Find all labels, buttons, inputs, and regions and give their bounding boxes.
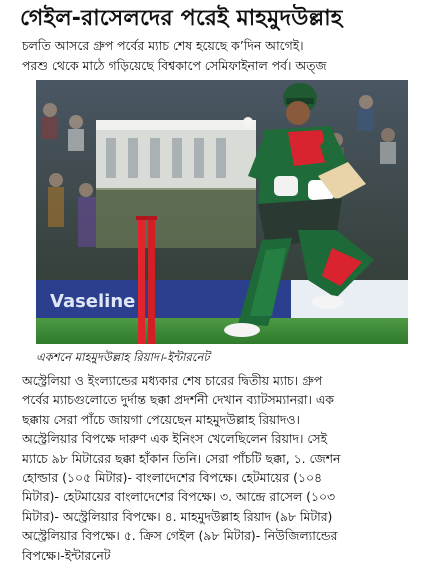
body-line: অস্ট্রেলিয়ার বিপক্ষে। ৫. ক্রিস গেইল (৯৮ মিটার)- নিউজিল্যান্ডের: [22, 528, 338, 544]
body-line: মিটার)- অস্ট্রেলিয়ার বিপক্ষে। ৪. মাহমুদউল্লাহ রিয়াদ (৯৮ মিটার): [22, 508, 333, 524]
body-line: ম্যাচে ৯৮ মিটারের ছক্কা হাঁকান তিনি। সেরা পাঁচটি ছক্কা, ১. জেশন: [22, 450, 341, 466]
intro-line: পরশু থেকে মাঠে গড়িয়েছে বিশ্বকাপে সেমিফাইনাল পর্ব। অত্জ: [22, 58, 327, 73]
banner-text: Vaseline: [50, 291, 136, 312]
intro-line: চলতি আসরে গ্রুপ পর্বের ম্যাচ শেষ হয়েছে ক’দিন আগেই।: [22, 38, 304, 53]
cricket-photo: [36, 80, 408, 344]
body-line: পর্বের ম্যাচগুলোতে দুর্দান্ত ছক্কা প্রদর্শনী দেখান ব্যাটসম্যানরা। এক: [22, 392, 334, 408]
body-line: অস্ট্রেলিয়ার বিপক্ষে দারুণ এক ইনিংস খেলেছিলেন রিয়াদ। সেই: [22, 431, 328, 447]
body-line: ছক্কায় সেরা পাঁচে জায়গা পেয়েছেন মাহমুদউল্লাহ রিয়াদও।: [22, 411, 300, 427]
body-line: মিটার)- হেটমায়ের বাংলাদেশের বিপক্ষে। ৩. আন্দ্রে রাসেল (১০৩: [22, 489, 336, 505]
intro-paragraph: [22, 36, 422, 76]
article-body: [22, 371, 422, 565]
body-line: অস্ট্রেলিয়া ও ইংল্যান্ডের মধ্যকার শেষ চারের দ্বিতীয় ম্যাচ। গ্রুপ: [22, 373, 323, 388]
body-line: বিপক্ষে।-ইন্টারনেট: [22, 547, 111, 563]
photo-caption: একশনে মাহমুদউল্লাহ রিয়াদ।-ইন্টারনেট: [36, 350, 210, 364]
cricket-photo-illustration: [36, 80, 408, 344]
body-line: হোল্ডার (১০৫ মিটার)- বাংলাদেশের বিপক্ষে। হেটমায়ের (১০৪: [22, 470, 323, 486]
headline: গেইল-রাসেলদের পরেই মাহমুদউল্লাহ: [20, 6, 343, 31]
